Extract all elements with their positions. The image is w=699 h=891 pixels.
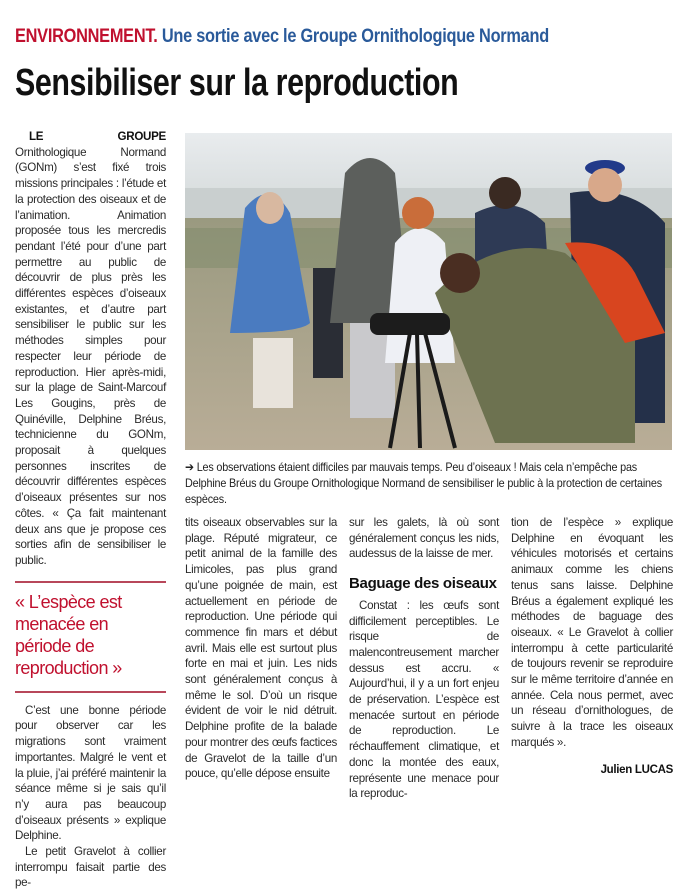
kicker-subtitle: Une sortie avec le Groupe Ornithologique Normand — [161, 26, 549, 47]
pull-quote: « L’espèce est menacée en période de reproduction » — [15, 581, 166, 693]
article-columns — [185, 515, 675, 802]
paragraph: Constat : les œufs sont difficilement perceptibles. Le risque de malencontreusement marcher dessus est accru. « Aujourd’hui, il y a un fort enjeu de préservation. L’espèce est menacée surtout en période de reproduction. Le réchauffement climatique, et donc la montée des eaux, représente une menace pour la reproduc- — [349, 598, 499, 801]
paragraph — [15, 129, 166, 569]
photo-caption: ➔ Les observations étaient difficiles par mauvais temps. Peu d’oiseaux ! Mais cela n’empêche pas Delphine Bréus du Groupe Ornithologique Normand de sensibiliser le public à la protection de certaines espèces. — [185, 460, 662, 506]
photo-birdwatchers-on-beach — [185, 133, 672, 450]
lead-word: LE GROUPE — [29, 130, 166, 143]
lower-section — [185, 459, 675, 802]
paragraph: tits oiseaux observables sur la plage. Réputé migrateur, ce petit animal de la famille des Limicoles, pas plus grand qu’une poignée de main, est actuellement en période de reproduction. Une période qui commence fin mars et début avril. Mais elle est surtout plus forte en mai et juin. Les nids sont généralement conçus à même le sol. D’où un risque évident de voir le nid détruit. Delphine profite de la balade pour montrer des œufs factices de Gravelot de la taille d’un pouce, qu’elle dépose ensuite — [185, 516, 337, 781]
article-photo — [185, 133, 672, 450]
paragraph: Le petit Gravelot à collier interrompu faisait partie des pe- — [15, 845, 166, 890]
article-column-4 — [511, 515, 673, 802]
subheading: Baguage des oiseaux — [349, 575, 497, 593]
article-column-1 — [15, 129, 166, 891]
paragraph: C’est une bonne période pour observer car les migrations sont vraiment importantes. Malgré le vent et la pluie, j’ai préféré maintenir la séance même si je sais qu’il n’y aura pas beaucoup d’oiseaux présents » explique Delphine. — [15, 703, 166, 843]
article-column-3 — [349, 515, 499, 802]
paragraph-text: Ornithologique Normand (GONm) s’est fixé trois missions principales : l’étude et la protection des oiseaux et de l’animation. Animation proposée tous les mercredis pendant l’été pour d’une part permettre au public de découvrir de plus près les différentes espèces d’oiseaux existantes, et d’autre part sensibiliser le public sur les méthodes simples pour respecter leur période de reproduction. Hier après-midi, sur la plage de Saint-Marcouf Les Gougins, près de Quinéville, Delphine Bréus, technicienne du GONm, proposait à quelques personnes inscrites de découvrir différentes espèces d’oiseaux présentes sur nos côtes. « Ça fait maintenant deux ans que je propose ces sorties afin de sensibiliser le public. — [15, 145, 166, 567]
paragraph: sur les galets, là où sont généralement conçus les nids, audessus de la laisse de mer. — [349, 516, 499, 561]
author-byline: Julien LUCAS — [600, 763, 673, 776]
headline: Sensibiliser sur la reproduction — [15, 62, 459, 104]
paragraph: tion de l’espèce » explique Delphine en évoquant les véhicules motorisés et certains animaux comme les chiens tenus sans laisse. Delphine Bréus a également expliqué les méthodes de baguage des oiseaux. « Le Gravelot à collier interrompu à cette particularité de toujours revenir se reproduire sur le même territoire d’année en année. Cela nous permet, avec un réseau d’ornithologues, de suivre à la trace les oiseaux marqués ». — [511, 516, 673, 749]
section-category: ENVIRONNEMENT. — [15, 26, 158, 47]
article-column-2 — [185, 515, 337, 802]
caption-wrapper — [185, 459, 675, 507]
kicker — [15, 26, 549, 48]
